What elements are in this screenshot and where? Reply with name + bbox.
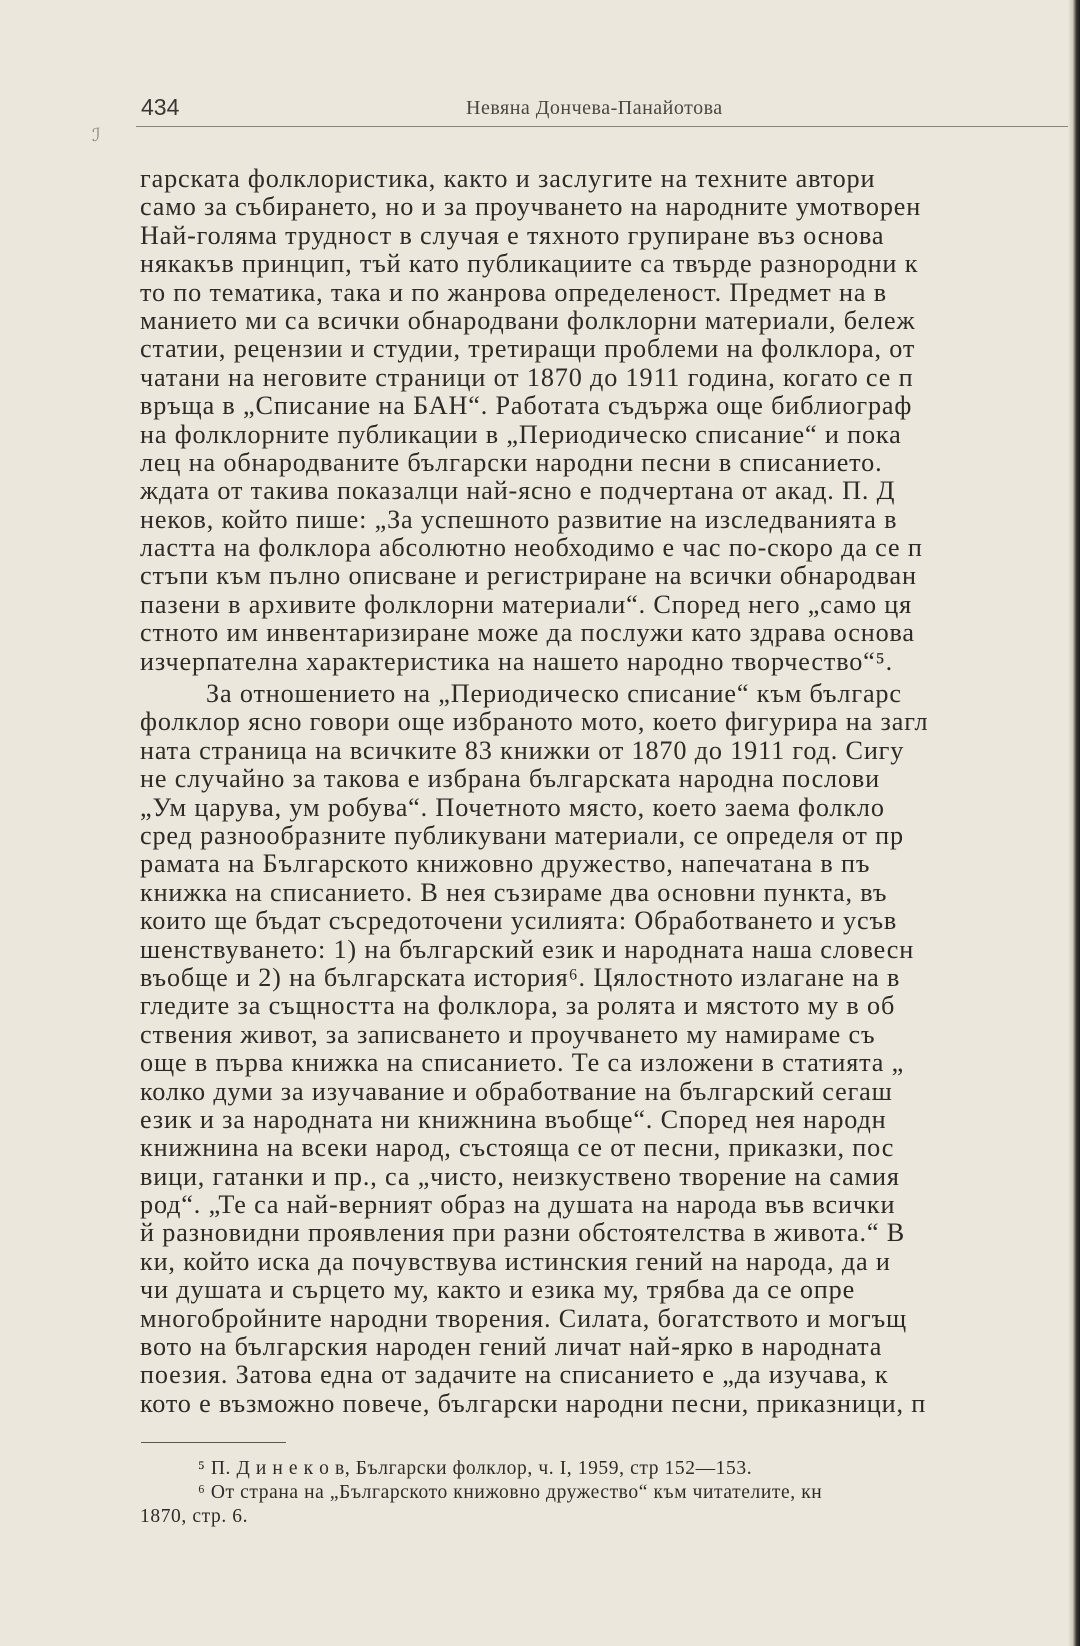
- text-line: книжнина на всеки народ, състояща се от песни, приказки, пос: [140, 1134, 895, 1163]
- text-line: някакъв принцип, тъй като публикациите са твърде разнородни к: [140, 250, 919, 279]
- text-line: „Ум царува, ум робува“. Почетното място, което заема фолкло: [140, 793, 885, 822]
- paragraph-1: [140, 165, 1070, 676]
- text-line: колко думи за изучавание и обработвание на българский сегаш: [140, 1077, 893, 1106]
- text-line: които ще бъдат съсредоточени усилията: Обработването и усъв: [140, 907, 898, 936]
- text-line: манието ми са всички обнародвани фолклорни материали, бележ: [140, 306, 916, 335]
- text-line: книжка на списанието. В нея съзираме два основни пункта, въ: [140, 878, 888, 907]
- text-line: ждата от такива показалци най-ясно е подчертана от акад. П. Д: [140, 477, 896, 506]
- text-line: шенствуването: 1) на българский език и народната наша словесн: [140, 935, 915, 964]
- text-line: лец на обнародваните български народни песни в списанието.: [140, 448, 883, 477]
- text-line: За отношението на „Периодическо списание“ към българс: [206, 680, 902, 709]
- text-line: то по тематика, така и по жанрова определеност. Предмет на в: [140, 278, 887, 307]
- text-line: й разновидни проявления при разни обстоятелства в живота.“ В: [140, 1219, 906, 1248]
- text-line: вици, гатанки и пр., са „чисто, неизкуствено творение на самия: [140, 1162, 900, 1191]
- footnote-line: ⁶ От страна на „Българското книжовно дружество“ към читателите, кн: [198, 1482, 823, 1503]
- text-line: пазени в архивите фолклорни материали“. Според него „само ця: [140, 590, 913, 619]
- body-text: [140, 165, 1070, 1418]
- text-line: на фолклорните публикации в „Периодическо списание“ и пока: [140, 420, 902, 449]
- text-line: връща в „Списание на БАН“. Работата съдържа още библиограф: [140, 392, 913, 421]
- paragraph-2: [140, 680, 1070, 1418]
- text-line: ната страница на всичките 83 книжки от 1870 до 1911 год. Сигу: [140, 736, 905, 765]
- text-line: стъпи към пълно описване и регистриране на всички обнародван: [140, 562, 917, 591]
- text-line: рамата на Българското книжовно дружество, напечатана в пъ: [140, 850, 871, 879]
- text-line: чатани на неговите страници от 1870 до 1911 година, когато се п: [140, 363, 914, 392]
- text-line: поезия. Затова една от задачите на списанието е „да изучава, к: [140, 1361, 889, 1390]
- margin-mark: ℐ: [92, 125, 101, 146]
- text-line: род“. „Те са най-верният образ на душата на народа във всички: [140, 1191, 896, 1220]
- text-line: вото на българския народен гений личат най-ярко в народната: [140, 1333, 883, 1362]
- page-number: 434: [141, 94, 180, 120]
- text-line: гарската фолклористика, както и заслугите на техните автори: [140, 165, 876, 193]
- text-line: чи душата и сърцето му, както и езика му, трябва да се опре: [140, 1276, 856, 1305]
- text-line: Най-голяма трудност в случая е тяхното групиране въз основа: [140, 221, 885, 250]
- text-line: само за събирането, но и за проучването на народните умотворен: [140, 193, 922, 222]
- footnotes: [140, 1457, 1070, 1529]
- text-line: стното им инвентаризиране може да послужи като здрава основа: [140, 619, 915, 648]
- text-line: ки, който иска да почувствува истинския гений на народа, да и: [140, 1247, 891, 1276]
- text-line: статии, рецензии и студии, третиращи проблеми на фолклора, от: [140, 335, 916, 364]
- text-line: кото е възможно повече, български народни песни, приказници, п: [140, 1389, 927, 1418]
- running-head: Невяна Дончева-Панайотова: [466, 97, 723, 119]
- text-line: фолклор ясно говори още избраното мото, което фигурира на загл: [140, 708, 929, 737]
- page-header: [136, 92, 1071, 127]
- page-edge-shadow: [1068, 0, 1080, 1646]
- text-line: гледите за същността на фолклора, за ролята и мястото му в об: [140, 992, 896, 1021]
- text-line: не случайно за такова е избрана българската народна послови: [140, 765, 880, 794]
- text-line: неков, който пише: „За успешното развитие на изследванията в: [140, 505, 898, 534]
- text-line: сред разнообразните публикувани материали, се определя от пр: [140, 821, 904, 850]
- text-line: ластта на фолклора абсолютно необходимо е час по-скоро да се п: [140, 534, 923, 563]
- footnote-line: ⁵ П. Д и н е к о в, Български фолклор, ч. I, 1959, стр 152—153.: [198, 1458, 753, 1479]
- text-line: ствения живот, за записването и проучването му намираме съ: [140, 1020, 876, 1049]
- text-line: въобще и 2) на българската история⁶. Цялостното излагане на в: [140, 963, 901, 992]
- footnote-line: 1870, стр. 6.: [140, 1506, 249, 1527]
- text-line: език и за народната ни книжнина въобще“. Според нея народн: [140, 1105, 887, 1134]
- footnote-rule: [141, 1442, 286, 1443]
- text-line: изчерпателна характеристика на нашето народно творчество“⁵.: [140, 647, 894, 676]
- text-line: още в първа книжка на списанието. Те са изложени в статията „: [140, 1049, 905, 1078]
- text-line: многобройните народни творения. Силата, богатството и могъщ: [140, 1304, 908, 1333]
